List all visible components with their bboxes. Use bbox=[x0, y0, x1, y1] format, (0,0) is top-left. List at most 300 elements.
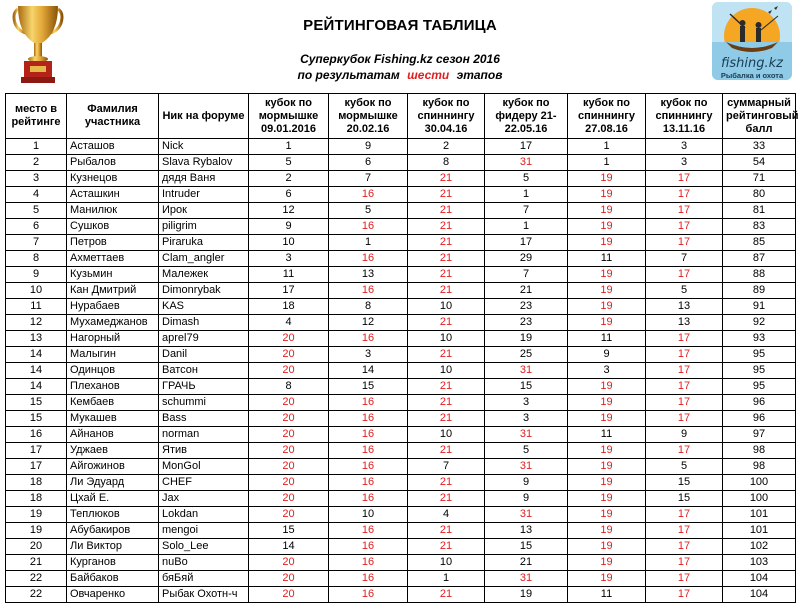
name-cell: Кузнецов bbox=[67, 171, 159, 187]
score-cell: 19 bbox=[485, 587, 568, 603]
place-cell: 8 bbox=[6, 251, 67, 267]
nick-cell: Intruder bbox=[159, 187, 249, 203]
place-cell: 17 bbox=[6, 443, 67, 459]
score-cell: 8 bbox=[329, 299, 408, 315]
table-row bbox=[6, 299, 796, 315]
table-row bbox=[6, 555, 796, 571]
score-cell: 13 bbox=[646, 315, 723, 331]
score-cell: 21 bbox=[408, 203, 485, 219]
score-cell: 11 bbox=[568, 427, 646, 443]
place-cell: 5 bbox=[6, 203, 67, 219]
table-row bbox=[6, 491, 796, 507]
subtitle-line-1: Суперкубок Fishing.kz сезон 2016 bbox=[300, 52, 500, 66]
nick-cell: ГРАЧЬ bbox=[159, 379, 249, 395]
score-cell: 17 bbox=[646, 267, 723, 283]
score-cell: 20 bbox=[249, 555, 329, 571]
table-row bbox=[6, 219, 796, 235]
score-cell: 3 bbox=[249, 251, 329, 267]
score-cell: 16 bbox=[329, 283, 408, 299]
nick-cell: norman bbox=[159, 427, 249, 443]
place-cell: 21 bbox=[6, 555, 67, 571]
nick-cell: Danil bbox=[159, 347, 249, 363]
table-header-row bbox=[6, 94, 796, 139]
score-cell: 10 bbox=[408, 427, 485, 443]
score-cell: 16 bbox=[329, 459, 408, 475]
score-cell: 20 bbox=[249, 571, 329, 587]
score-cell: 16 bbox=[329, 251, 408, 267]
table-row bbox=[6, 523, 796, 539]
score-cell: 9 bbox=[249, 219, 329, 235]
score-cell: 17 bbox=[646, 587, 723, 603]
score-cell: 21 bbox=[408, 443, 485, 459]
table-row bbox=[6, 315, 796, 331]
score-cell: 19 bbox=[568, 555, 646, 571]
place-cell: 15 bbox=[6, 395, 67, 411]
total-cell: 101 bbox=[723, 507, 796, 523]
nick-cell: Ирок bbox=[159, 203, 249, 219]
score-cell: 8 bbox=[249, 379, 329, 395]
score-cell: 9 bbox=[568, 347, 646, 363]
score-cell: 25 bbox=[485, 347, 568, 363]
subtitle-line-2 bbox=[0, 67, 800, 83]
column-header: кубок по спиннингу 27.08.16 bbox=[568, 94, 646, 139]
nick-cell: KAS bbox=[159, 299, 249, 315]
score-cell: 14 bbox=[329, 363, 408, 379]
score-cell: 20 bbox=[249, 507, 329, 523]
nick-cell: Ватсон bbox=[159, 363, 249, 379]
place-cell: 9 bbox=[6, 267, 67, 283]
table-row bbox=[6, 363, 796, 379]
total-cell: 103 bbox=[723, 555, 796, 571]
score-cell: 21 bbox=[408, 315, 485, 331]
column-header: место в рейтинге bbox=[6, 94, 67, 139]
score-cell: 21 bbox=[408, 251, 485, 267]
name-cell: Овчаренко bbox=[67, 587, 159, 603]
score-cell: 31 bbox=[485, 363, 568, 379]
score-cell: 5 bbox=[485, 443, 568, 459]
score-cell: 10 bbox=[408, 331, 485, 347]
place-cell: 11 bbox=[6, 299, 67, 315]
score-cell: 19 bbox=[568, 299, 646, 315]
total-cell: 98 bbox=[723, 459, 796, 475]
score-cell: 21 bbox=[408, 347, 485, 363]
name-cell: Малыгин bbox=[67, 347, 159, 363]
page-title: РЕЙТИНГОВАЯ ТАБЛИЦА bbox=[303, 17, 497, 34]
score-cell: 21 bbox=[485, 283, 568, 299]
table-row bbox=[6, 187, 796, 203]
score-cell: 31 bbox=[485, 427, 568, 443]
score-cell: 16 bbox=[329, 571, 408, 587]
score-cell: 5 bbox=[329, 203, 408, 219]
total-cell: 95 bbox=[723, 363, 796, 379]
name-cell: Мукашев bbox=[67, 411, 159, 427]
table-row bbox=[6, 443, 796, 459]
score-cell: 17 bbox=[485, 235, 568, 251]
total-cell: 71 bbox=[723, 171, 796, 187]
place-cell: 7 bbox=[6, 235, 67, 251]
score-cell: 17 bbox=[646, 379, 723, 395]
nick-cell: Рыбак Охотн-ч bbox=[159, 587, 249, 603]
table-row bbox=[6, 539, 796, 555]
total-cell: 104 bbox=[723, 571, 796, 587]
score-cell: 5 bbox=[646, 283, 723, 299]
score-cell: 2 bbox=[408, 139, 485, 155]
name-cell: Нурабаев bbox=[67, 299, 159, 315]
score-cell: 31 bbox=[485, 459, 568, 475]
score-cell: 17 bbox=[646, 187, 723, 203]
nick-cell: Piraruka bbox=[159, 235, 249, 251]
score-cell: 29 bbox=[485, 251, 568, 267]
score-cell: 19 bbox=[568, 507, 646, 523]
name-cell: Уджаев bbox=[67, 443, 159, 459]
score-cell: 2 bbox=[249, 171, 329, 187]
score-cell: 8 bbox=[408, 155, 485, 171]
score-cell: 15 bbox=[485, 379, 568, 395]
table-row bbox=[6, 203, 796, 219]
place-cell: 22 bbox=[6, 571, 67, 587]
total-cell: 88 bbox=[723, 267, 796, 283]
score-cell: 10 bbox=[408, 299, 485, 315]
name-cell: Ли Эдуард bbox=[67, 475, 159, 491]
score-cell: 17 bbox=[646, 523, 723, 539]
nick-cell: piligrim bbox=[159, 219, 249, 235]
place-cell: 2 bbox=[6, 155, 67, 171]
score-cell: 1 bbox=[329, 235, 408, 251]
table-row bbox=[6, 459, 796, 475]
place-cell: 6 bbox=[6, 219, 67, 235]
score-cell: 19 bbox=[568, 283, 646, 299]
score-cell: 10 bbox=[408, 363, 485, 379]
score-cell: 12 bbox=[249, 203, 329, 219]
score-cell: 21 bbox=[408, 171, 485, 187]
score-cell: 16 bbox=[329, 395, 408, 411]
score-cell: 19 bbox=[568, 315, 646, 331]
score-cell: 19 bbox=[568, 219, 646, 235]
total-cell: 54 bbox=[723, 155, 796, 171]
column-header: кубок по мормышке 09.01.2016 bbox=[249, 94, 329, 139]
score-cell: 21 bbox=[408, 267, 485, 283]
score-cell: 11 bbox=[249, 267, 329, 283]
place-cell: 22 bbox=[6, 587, 67, 603]
place-cell: 17 bbox=[6, 459, 67, 475]
score-cell: 21 bbox=[408, 475, 485, 491]
score-cell: 3 bbox=[646, 155, 723, 171]
score-cell: 16 bbox=[329, 427, 408, 443]
nick-cell: Dimonrybak bbox=[159, 283, 249, 299]
table-row bbox=[6, 283, 796, 299]
score-cell: 7 bbox=[329, 171, 408, 187]
score-cell: 10 bbox=[408, 555, 485, 571]
total-cell: 100 bbox=[723, 475, 796, 491]
total-cell: 97 bbox=[723, 427, 796, 443]
table-row bbox=[6, 235, 796, 251]
total-cell: 100 bbox=[723, 491, 796, 507]
score-cell: 10 bbox=[249, 235, 329, 251]
total-cell: 89 bbox=[723, 283, 796, 299]
column-header: суммарный рейтинговый балл bbox=[723, 94, 796, 139]
score-cell: 17 bbox=[646, 219, 723, 235]
place-cell: 14 bbox=[6, 363, 67, 379]
score-cell: 15 bbox=[329, 379, 408, 395]
score-cell: 1 bbox=[485, 187, 568, 203]
table-row bbox=[6, 507, 796, 523]
place-cell: 13 bbox=[6, 331, 67, 347]
score-cell: 11 bbox=[568, 251, 646, 267]
table-row bbox=[6, 347, 796, 363]
score-cell: 19 bbox=[568, 475, 646, 491]
nick-cell: MonGol bbox=[159, 459, 249, 475]
score-cell: 21 bbox=[408, 411, 485, 427]
name-cell: Рыбалов bbox=[67, 155, 159, 171]
name-cell: Кан Дмитрий bbox=[67, 283, 159, 299]
name-cell: Одинцов bbox=[67, 363, 159, 379]
fishing-kz-logo bbox=[712, 2, 792, 80]
score-cell: 19 bbox=[568, 187, 646, 203]
score-cell: 19 bbox=[568, 171, 646, 187]
nick-cell: Slava Rybalov bbox=[159, 155, 249, 171]
score-cell: 13 bbox=[329, 267, 408, 283]
score-cell: 16 bbox=[329, 555, 408, 571]
score-cell: 19 bbox=[485, 331, 568, 347]
table-row bbox=[6, 427, 796, 443]
name-cell: Нагорный bbox=[67, 331, 159, 347]
place-cell: 3 bbox=[6, 171, 67, 187]
score-cell: 17 bbox=[646, 507, 723, 523]
total-cell: 95 bbox=[723, 379, 796, 395]
score-cell: 21 bbox=[408, 283, 485, 299]
score-cell: 7 bbox=[485, 267, 568, 283]
score-cell: 12 bbox=[329, 315, 408, 331]
total-cell: 101 bbox=[723, 523, 796, 539]
score-cell: 17 bbox=[646, 347, 723, 363]
score-cell: 19 bbox=[568, 571, 646, 587]
total-cell: 92 bbox=[723, 315, 796, 331]
score-cell: 31 bbox=[485, 155, 568, 171]
nick-cell: Lokdan bbox=[159, 507, 249, 523]
score-cell: 13 bbox=[646, 299, 723, 315]
score-cell: 19 bbox=[568, 235, 646, 251]
column-header: кубок по спиннингу 13.11.16 bbox=[646, 94, 723, 139]
name-cell: Мухамеджанов bbox=[67, 315, 159, 331]
name-cell: Асташов bbox=[67, 139, 159, 155]
score-cell: 17 bbox=[485, 139, 568, 155]
column-header: кубок по мормышке 20.02.16 bbox=[329, 94, 408, 139]
name-cell: Асташкин bbox=[67, 187, 159, 203]
table-row bbox=[6, 395, 796, 411]
name-cell: Теплюков bbox=[67, 507, 159, 523]
place-cell: 14 bbox=[6, 347, 67, 363]
score-cell: 15 bbox=[485, 539, 568, 555]
page-subtitle bbox=[0, 51, 800, 83]
name-cell: Байбаков bbox=[67, 571, 159, 587]
score-cell: 3 bbox=[485, 395, 568, 411]
place-cell: 20 bbox=[6, 539, 67, 555]
score-cell: 21 bbox=[408, 379, 485, 395]
table-row bbox=[6, 379, 796, 395]
score-cell: 19 bbox=[568, 411, 646, 427]
name-cell: Ахметтаев bbox=[67, 251, 159, 267]
place-cell: 4 bbox=[6, 187, 67, 203]
score-cell: 17 bbox=[646, 555, 723, 571]
total-cell: 81 bbox=[723, 203, 796, 219]
score-cell: 17 bbox=[646, 171, 723, 187]
score-cell: 1 bbox=[249, 139, 329, 155]
score-cell: 20 bbox=[249, 587, 329, 603]
name-cell: Айгожинов bbox=[67, 459, 159, 475]
logo-text: fishing.kz bbox=[721, 56, 783, 71]
score-cell: 21 bbox=[408, 235, 485, 251]
score-cell: 6 bbox=[329, 155, 408, 171]
score-cell: 17 bbox=[646, 331, 723, 347]
score-cell: 1 bbox=[408, 571, 485, 587]
score-cell: 20 bbox=[249, 347, 329, 363]
name-cell: Петров bbox=[67, 235, 159, 251]
nick-cell: Малежек bbox=[159, 267, 249, 283]
place-cell: 14 bbox=[6, 379, 67, 395]
score-cell: 10 bbox=[329, 507, 408, 523]
rating-table bbox=[5, 93, 799, 603]
score-cell: 31 bbox=[485, 571, 568, 587]
nick-cell: aprel79 bbox=[159, 331, 249, 347]
name-cell: Манилюк bbox=[67, 203, 159, 219]
score-cell: 16 bbox=[329, 443, 408, 459]
score-cell: 19 bbox=[568, 443, 646, 459]
score-cell: 20 bbox=[249, 475, 329, 491]
name-cell: Абубакиров bbox=[67, 523, 159, 539]
table-row bbox=[6, 571, 796, 587]
score-cell: 19 bbox=[568, 539, 646, 555]
total-cell: 85 bbox=[723, 235, 796, 251]
score-cell: 7 bbox=[646, 251, 723, 267]
score-cell: 31 bbox=[485, 507, 568, 523]
score-cell: 4 bbox=[408, 507, 485, 523]
nick-cell: schummi bbox=[159, 395, 249, 411]
table-row bbox=[6, 171, 796, 187]
nick-cell: дядя Ваня bbox=[159, 171, 249, 187]
score-cell: 23 bbox=[485, 315, 568, 331]
place-cell: 1 bbox=[6, 139, 67, 155]
place-cell: 19 bbox=[6, 523, 67, 539]
nick-cell: Bass bbox=[159, 411, 249, 427]
nick-cell: Dimash bbox=[159, 315, 249, 331]
name-cell: Сушков bbox=[67, 219, 159, 235]
score-cell: 1 bbox=[485, 219, 568, 235]
score-cell: 13 bbox=[485, 523, 568, 539]
name-cell: Айнанов bbox=[67, 427, 159, 443]
score-cell: 19 bbox=[568, 267, 646, 283]
score-cell: 21 bbox=[408, 395, 485, 411]
score-cell: 19 bbox=[568, 491, 646, 507]
score-cell: 20 bbox=[249, 363, 329, 379]
score-cell: 15 bbox=[249, 523, 329, 539]
score-cell: 17 bbox=[646, 395, 723, 411]
score-cell: 7 bbox=[408, 459, 485, 475]
score-cell: 3 bbox=[646, 139, 723, 155]
table-row bbox=[6, 411, 796, 427]
score-cell: 7 bbox=[485, 203, 568, 219]
table-row bbox=[6, 587, 796, 603]
total-cell: 80 bbox=[723, 187, 796, 203]
subtitle-highlight: шести bbox=[407, 68, 450, 82]
score-cell: 3 bbox=[329, 347, 408, 363]
score-cell: 18 bbox=[249, 299, 329, 315]
score-cell: 19 bbox=[568, 459, 646, 475]
score-cell: 21 bbox=[408, 491, 485, 507]
score-cell: 3 bbox=[485, 411, 568, 427]
table-row bbox=[6, 267, 796, 283]
total-cell: 96 bbox=[723, 395, 796, 411]
subtitle-post: этапов bbox=[456, 68, 503, 82]
score-cell: 16 bbox=[329, 491, 408, 507]
nick-cell: Clam_angler bbox=[159, 251, 249, 267]
score-cell: 17 bbox=[646, 571, 723, 587]
score-cell: 17 bbox=[249, 283, 329, 299]
score-cell: 20 bbox=[249, 459, 329, 475]
score-cell: 14 bbox=[249, 539, 329, 555]
total-cell: 102 bbox=[723, 539, 796, 555]
place-cell: 15 bbox=[6, 411, 67, 427]
place-cell: 16 bbox=[6, 427, 67, 443]
nick-cell: бяБяй bbox=[159, 571, 249, 587]
score-cell: 5 bbox=[485, 171, 568, 187]
score-cell: 9 bbox=[485, 475, 568, 491]
page-header bbox=[0, 0, 800, 93]
score-cell: 16 bbox=[329, 587, 408, 603]
nick-cell: mengoi bbox=[159, 523, 249, 539]
name-cell: Цхай Е. bbox=[67, 491, 159, 507]
score-cell: 3 bbox=[568, 363, 646, 379]
score-cell: 17 bbox=[646, 235, 723, 251]
table-row bbox=[6, 251, 796, 267]
nick-cell: nuBo bbox=[159, 555, 249, 571]
score-cell: 19 bbox=[568, 523, 646, 539]
score-cell: 21 bbox=[408, 587, 485, 603]
score-cell: 16 bbox=[329, 523, 408, 539]
score-cell: 5 bbox=[249, 155, 329, 171]
score-cell: 20 bbox=[249, 411, 329, 427]
score-cell: 21 bbox=[408, 187, 485, 203]
table-row bbox=[6, 139, 796, 155]
score-cell: 15 bbox=[646, 491, 723, 507]
score-cell: 9 bbox=[329, 139, 408, 155]
total-cell: 104 bbox=[723, 587, 796, 603]
score-cell: 15 bbox=[646, 475, 723, 491]
score-cell: 20 bbox=[249, 491, 329, 507]
table-row bbox=[6, 331, 796, 347]
score-cell: 20 bbox=[249, 395, 329, 411]
score-cell: 17 bbox=[646, 539, 723, 555]
score-cell: 11 bbox=[568, 587, 646, 603]
score-cell: 23 bbox=[485, 299, 568, 315]
name-cell: Кембаев bbox=[67, 395, 159, 411]
score-cell: 17 bbox=[646, 443, 723, 459]
score-cell: 6 bbox=[249, 187, 329, 203]
table-row bbox=[6, 475, 796, 491]
table-body bbox=[6, 139, 796, 603]
score-cell: 21 bbox=[485, 555, 568, 571]
score-cell: 1 bbox=[568, 155, 646, 171]
name-cell: Плеханов bbox=[67, 379, 159, 395]
score-cell: 20 bbox=[249, 443, 329, 459]
score-cell: 19 bbox=[568, 379, 646, 395]
column-header: Ник на форуме bbox=[159, 94, 249, 139]
column-header: кубок по спиннингу 30.04.16 bbox=[408, 94, 485, 139]
score-cell: 21 bbox=[408, 539, 485, 555]
name-cell: Ли Виктор bbox=[67, 539, 159, 555]
total-cell: 93 bbox=[723, 331, 796, 347]
score-cell: 17 bbox=[646, 203, 723, 219]
total-cell: 96 bbox=[723, 411, 796, 427]
